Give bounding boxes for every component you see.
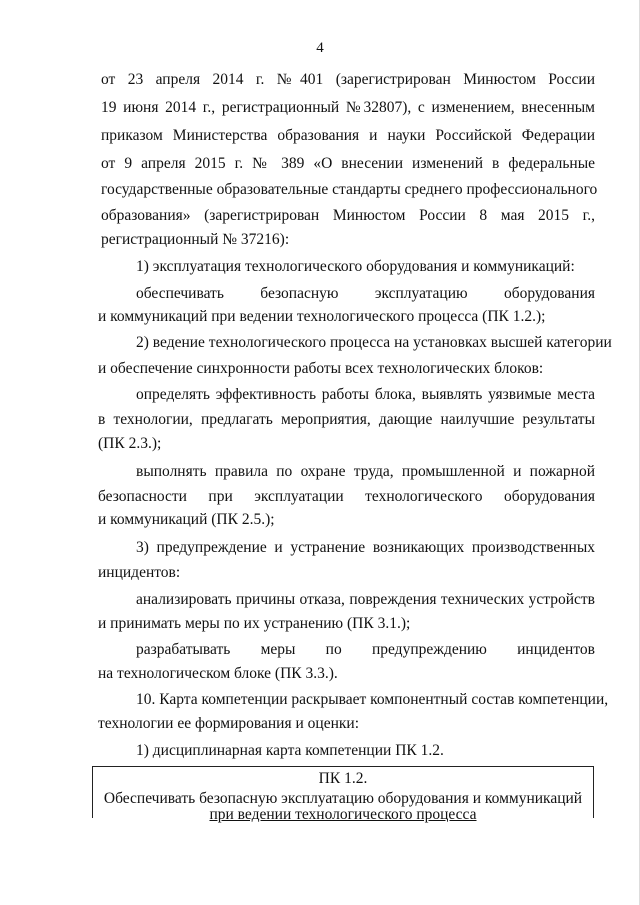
competency-description-line2-text: при ведении технологического процесса: [209, 806, 477, 823]
text-line: образования» (зарегистрирован Минюстом России 8 мая 2015 г.,: [101, 207, 595, 224]
competency-description-line2: [93, 805, 593, 825]
competency-description-line1: Обеспечивать безопасную эксплуатацию оборудования и коммуникаций: [103, 790, 583, 807]
text-line: от 9 апреля 2015 г. № 389 «О внесении изменений в федеральные: [101, 155, 595, 172]
text-line: 1) дисциплинарная карта компетенции ПК 1.2.: [136, 742, 444, 759]
text-line: регистрационный № 37216):: [101, 231, 290, 248]
text-line: анализировать причины отказа, повреждения технических устройств: [136, 591, 595, 608]
competency-table-header: [92, 766, 594, 823]
text-line: (ПК 2.3.);: [98, 435, 162, 452]
text-line: 3) предупреждение и устранение возникающих производственных: [136, 539, 595, 556]
text-line: от 23 апреля 2014 г. №401 (зарегистрирован Минюстом России: [101, 71, 595, 88]
text-line: 2) ведение технологического процесса на установках высшей категории: [136, 334, 612, 351]
text-line: и коммуникаций (ПК 2.5.);: [98, 511, 275, 528]
text-line: разрабатывать меры по предупреждению инцидентов: [136, 641, 595, 658]
text-line: инцидентов:: [98, 564, 181, 581]
text-line: и принимать меры по их устранению (ПК 3.1.);: [98, 615, 411, 632]
text-line: государственные образовательные стандарты среднего профессионального: [101, 181, 598, 198]
text-line: определять эффективность работы блока, выявлять уязвимые места: [136, 386, 595, 403]
text-line: на технологическом блоке (ПК 3.3.).: [98, 665, 338, 682]
text-line: 19 июня 2014 г., регистрационный №32807), с изменением, внесенным: [101, 99, 595, 116]
text-line: и обеспечение синхронности работы всех технологических блоков:: [98, 360, 544, 377]
text-line: обеспечивать безопасную эксплуатацию оборудования: [136, 285, 595, 302]
competency-code: ПК 1.2.: [318, 770, 368, 787]
text-line: 1) эксплуатация технологического оборудования и коммуникаций:: [136, 258, 575, 275]
text-line: 10. Карта компетенции раскрывает компонентный состав компетенции,: [136, 691, 609, 708]
text-line: выполнять правила по охране труда, промышленной и пожарной: [136, 463, 595, 480]
text-line: технологии ее формирования и оценки:: [98, 715, 360, 732]
text-line: безопасности при эксплуатации технологического оборудования: [98, 488, 595, 505]
text-line: приказом Министерства образования и науки Российской Федерации: [101, 127, 595, 144]
text-line: в технологии, предлагать мероприятия, дающие наилучшие результаты: [98, 411, 595, 428]
page-number: 4: [316, 40, 324, 56]
text-line: и коммуникаций при ведении технологического процесса (ПК 1.2.);: [98, 308, 546, 325]
